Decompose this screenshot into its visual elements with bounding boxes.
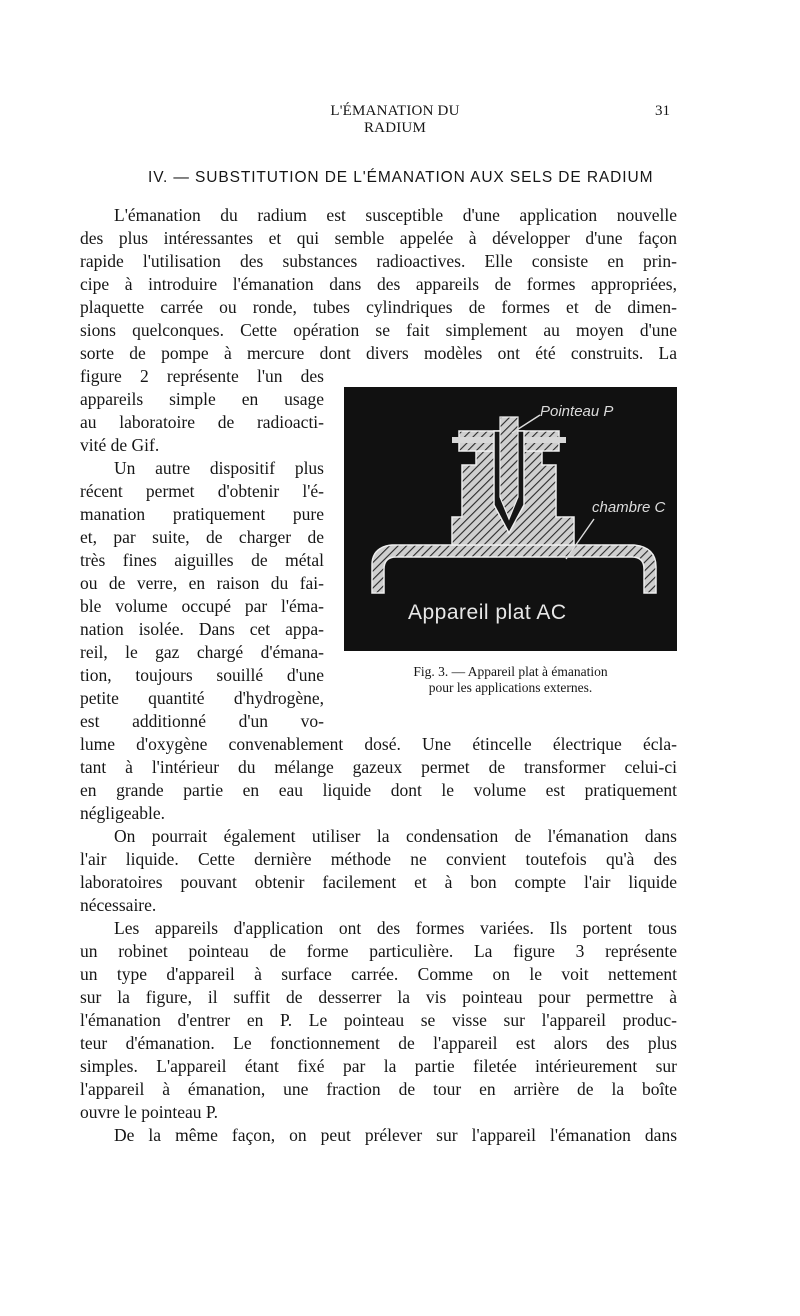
text-line: De la même façon, on peut prélever sur l'appareil l'émanation dans: [114, 1125, 677, 1145]
figure-title: Appareil plat AC: [408, 601, 567, 624]
text-line: sions quelconques. Cette opération se fait simplement au moyen d'une: [80, 320, 677, 340]
text-line: Un autre dispositif plus: [114, 458, 324, 478]
text-line: très fines aiguilles de métal: [80, 550, 324, 570]
text-line: L'émanation du radium est susceptible d'une application nouvelle: [114, 205, 677, 225]
page-number: 31: [655, 103, 670, 119]
text-line: un robinet pointeau de forme particulière. La figure 3 représente: [80, 941, 677, 961]
text-line: est additionné d'un vo-: [80, 711, 324, 731]
text-line: en grande partie en eau liquide dont le volume est pratiquement: [80, 780, 677, 800]
text-line: au laboratoire de radioacti-: [80, 412, 324, 432]
text-line: petite quantité d'hydrogène,: [80, 688, 324, 708]
text-line: cipe à introduire l'émanation dans des appareils de formes appropriées,: [80, 274, 677, 294]
text-line: ou de verre, en raison du fai-: [80, 573, 324, 593]
figure-caption: Fig. 3. — Appareil plat à émanation: [413, 664, 608, 679]
text-line: laboratoires pouvant obtenir facilement et à bon compte l'air liquide: [80, 872, 677, 892]
text-line: des plus intéressantes et qui semble appelée à développer d'une façon: [80, 228, 677, 248]
text-line: l'air liquide. Cette dernière méthode ne convient toutefois qu'à des: [80, 849, 677, 869]
text-line: nation isolée. Dans cet appa-: [80, 619, 324, 639]
figure-caption-line2: pour les applications externes.: [428, 680, 593, 695]
text-line: plaquette carrée ou ronde, tubes cylindriques de formes et de dimen-: [80, 297, 677, 317]
label-pointeau: Pointeau P: [540, 403, 614, 420]
text-line: l'appareil à émanation, une fraction de tour en arrière de la boîte: [80, 1079, 677, 1099]
section-title: IV. — SUBSTITUTION DE L'ÉMANATION AUX SELS DE RADIUM: [148, 169, 654, 186]
text-line: un type d'appareil à surface carrée. Comme on le voit nettement: [80, 964, 677, 984]
text-line: lume d'oxygène convenablement dosé. Une étincelle électrique écla-: [80, 734, 677, 754]
text-line: Les appareils d'application ont des formes variées. Ils portent tous: [114, 918, 677, 938]
text-line: sur la figure, il suffit de desserrer la vis pointeau pour permettre à: [80, 987, 677, 1007]
text-line: vité de Gif.: [80, 435, 160, 455]
text-line: reil, le gaz chargé d'émana-: [80, 642, 324, 662]
text-line: tant à l'intérieur du mélange gazeux permet de transformer celui-ci: [80, 757, 677, 777]
text-line: ble volume occupé par l'éma-: [80, 596, 324, 616]
text-line: sorte de pompe à mercure dont divers modèles ont été construits. La: [80, 343, 677, 363]
text-line: teur d'émanation. Le fonctionnement de l'appareil est alors des plus: [80, 1033, 677, 1053]
text-line: On pourrait également utiliser la condensation de l'émanation dans: [114, 826, 677, 846]
text-line: manation pratiquement pure: [80, 504, 324, 524]
text-line: ouvre le pointeau P.: [80, 1102, 219, 1122]
text-line: rapide l'utilisation des substances radioactives. Elle consiste en prin-: [80, 251, 677, 271]
text-line: nécessaire.: [80, 895, 157, 915]
figure-apparatus: [344, 387, 677, 651]
text-line: négligeable.: [80, 803, 166, 823]
text-line: et, par suite, de charger de: [80, 527, 324, 547]
text-line: figure 2 représente l'un des: [80, 366, 324, 386]
text-line: appareils simple en usage: [80, 389, 324, 409]
label-chambre: chambre C: [592, 499, 666, 516]
text-line: l'émanation d'entrer en P. Le pointeau se visse sur l'appareil produc-: [80, 1010, 677, 1030]
text-line: récent permet d'obtenir l'é-: [80, 481, 324, 501]
running-head: L'ÉMANATION DU RADIUM: [330, 103, 460, 136]
text-line: simples. L'appareil étant fixé par la partie filetée intérieurement sur: [80, 1056, 677, 1076]
text-line: tion, toujours souillé d'une: [80, 665, 324, 685]
